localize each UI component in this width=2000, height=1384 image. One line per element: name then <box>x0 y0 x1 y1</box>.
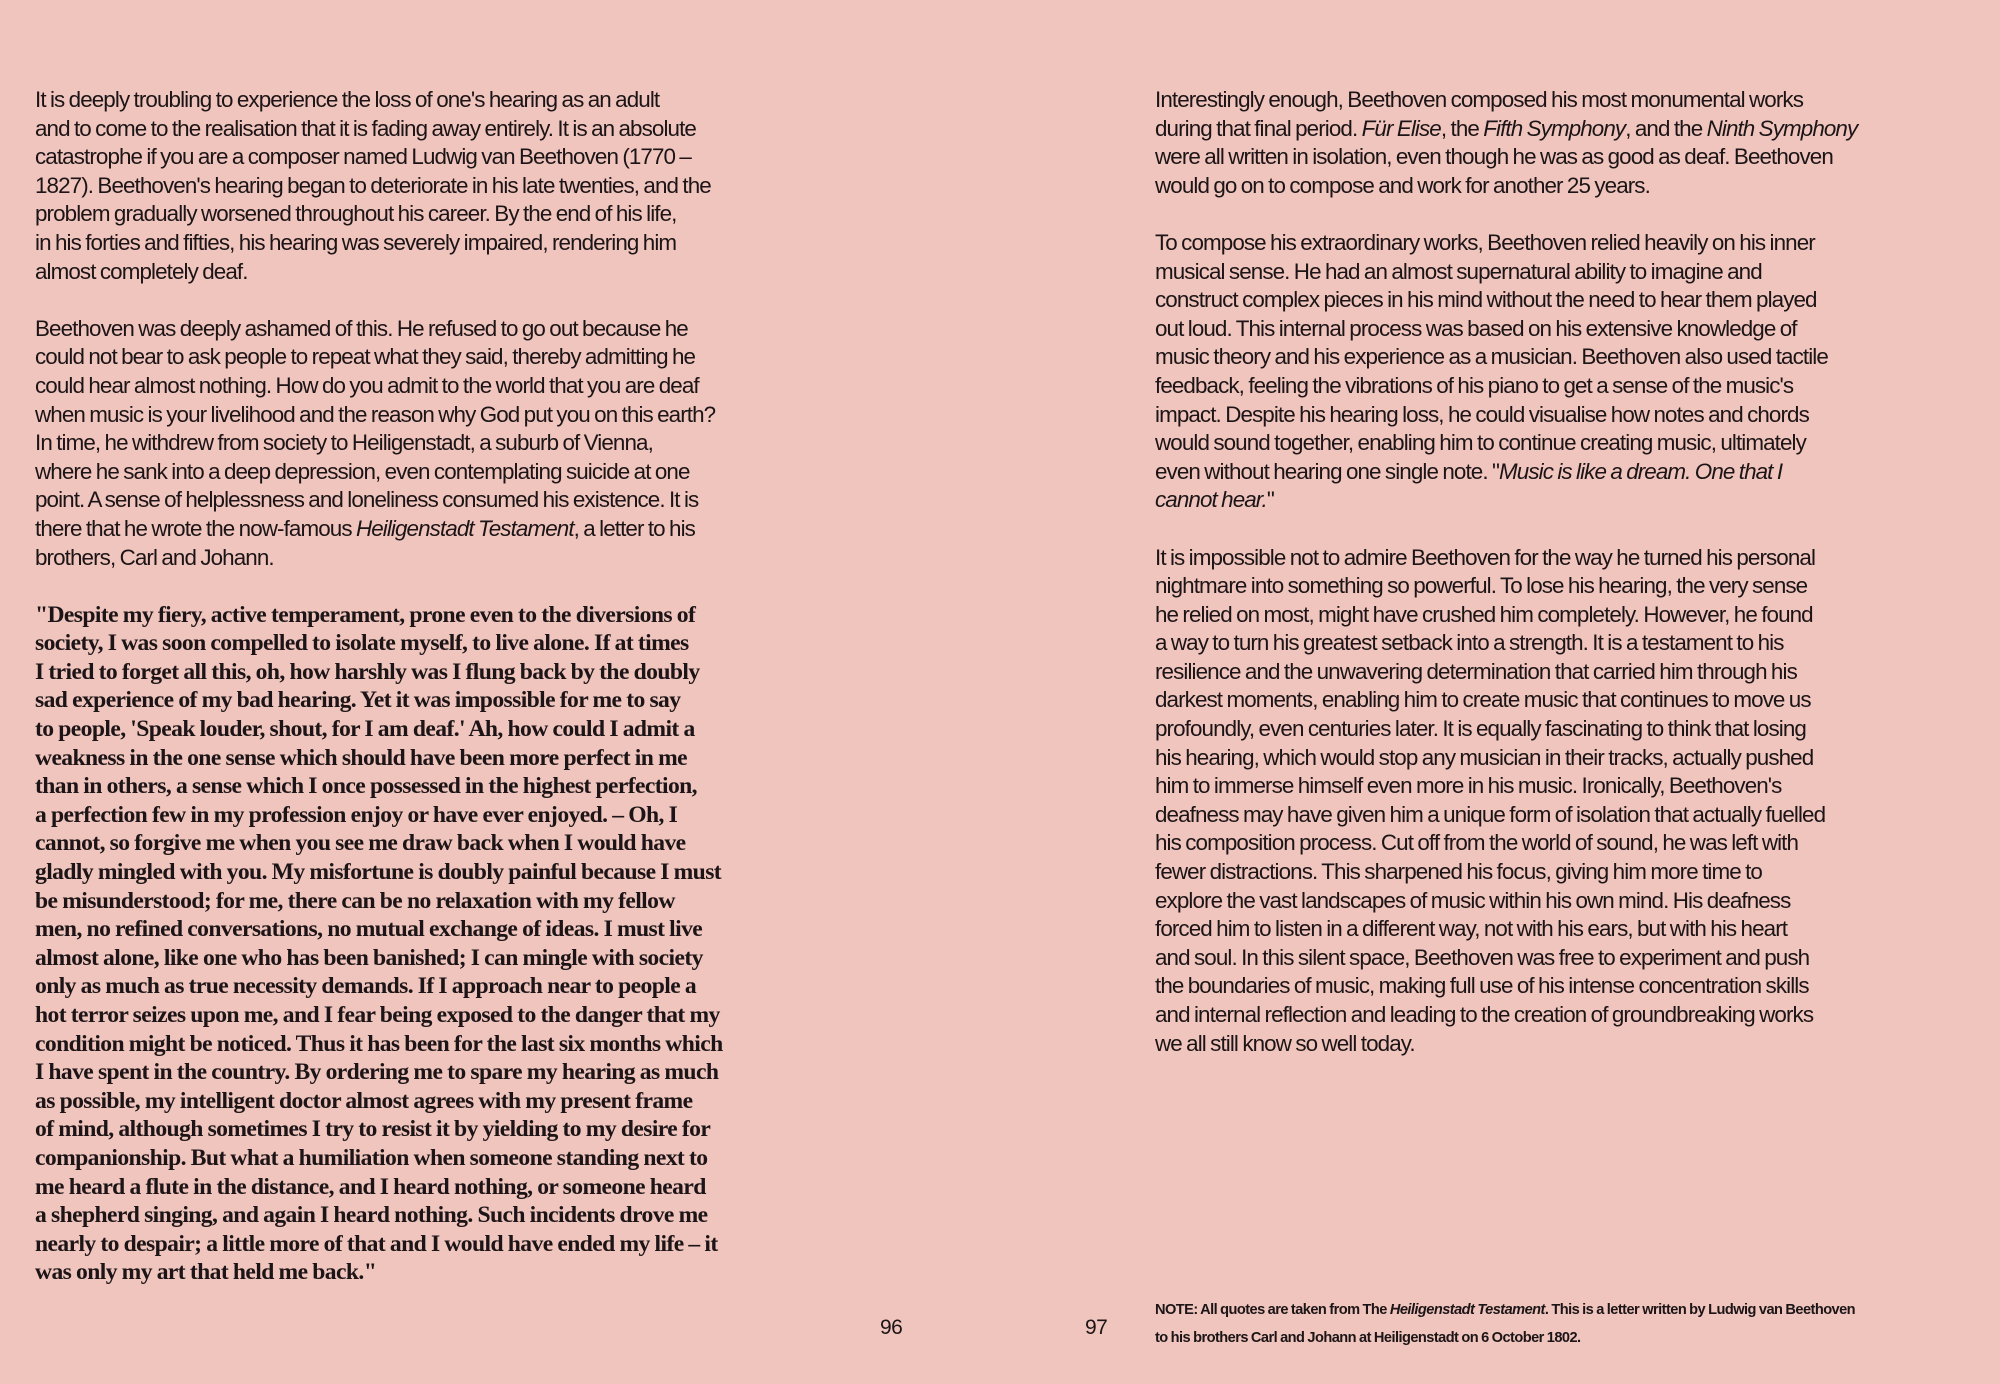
text-segment: I have spent in the country. By ordering me to spare my hearing as much <box>35 1059 719 1086</box>
body-paragraph <box>1155 86 1975 200</box>
text-segment: as possible, my intelligent doctor almost agrees with my present frame <box>35 1087 693 1114</box>
text-line <box>35 601 855 630</box>
text-segment: where he sank into a deep depression, even contemplating suicide at one <box>35 458 690 484</box>
text-segment: companionship. But what a humiliation when someone standing next to <box>35 1144 708 1171</box>
text-line <box>1155 258 1975 287</box>
text-segment: impact. Despite his hearing loss, he could visualise how notes and chords <box>1155 401 1809 427</box>
text-segment: construct complex pieces in his mind without the need to hear them played <box>1155 287 1817 313</box>
text-segment: "Despite my fiery, active temperament, prone even to the diversions of <box>35 601 696 628</box>
text-segment: To compose his extraordinary works, Beethoven relied heavily on his inner <box>1155 229 1815 255</box>
text-line <box>1155 343 1975 372</box>
text-line <box>1155 115 1975 144</box>
text-segment: sad experience of my bad hearing. Yet it was impossible for me to say <box>35 687 681 714</box>
text-segment: resilience and the unwavering determination that carried him through his <box>1155 658 1797 684</box>
text-line <box>1155 315 1975 344</box>
text-line <box>35 744 855 773</box>
text-segment: forced him to listen in a different way, not with his ears, but with his heart <box>1155 916 1788 942</box>
text-line <box>35 972 855 1001</box>
text-line <box>1155 486 1975 515</box>
body-paragraph <box>35 315 855 572</box>
text-segment: hot terror seizes upon me, and I fear being exposed to the danger that my <box>35 1002 720 1028</box>
text-line <box>35 629 855 658</box>
footnote <box>1155 1296 1975 1352</box>
text-line <box>1155 658 1975 687</box>
text-segment: we all still know so well today. <box>1155 1030 1415 1056</box>
text-segment: almost completely deaf. <box>35 258 248 284</box>
text-line <box>1155 601 1975 630</box>
text-line <box>35 401 855 430</box>
text-line <box>1155 1296 1975 1324</box>
text-line <box>1155 172 1975 201</box>
text-line <box>1155 286 1975 315</box>
text-segment: I tried to forget all this, oh, how harshly was I flung back by the doubly <box>35 658 700 685</box>
text-line <box>35 515 855 544</box>
text-segment: Interestingly enough, Beethoven composed his most monumental works <box>1155 87 1804 112</box>
text-segment: his hearing, which would stop any musician in their tracks, actually pushed <box>1155 744 1814 770</box>
text-segment: NOTE: All quotes are taken from The <box>1155 1302 1390 1318</box>
text-line <box>1155 429 1975 458</box>
text-segment: musical sense. He had an almost supernatural ability to imagine and <box>1155 258 1762 284</box>
italic-text: Heiligenstadt Testament <box>1389 1302 1545 1318</box>
text-line <box>1155 829 1975 858</box>
text-line <box>35 1030 855 1059</box>
italic-text: cannot hear. <box>1155 487 1267 513</box>
text-line <box>35 1230 855 1259</box>
text-line <box>35 1001 855 1030</box>
text-line <box>35 686 855 715</box>
text-line <box>35 172 855 201</box>
right-page <box>1000 0 2000 1384</box>
text-segment: me heard a flute in the distance, and I heard nothing, or someone heard <box>35 1173 706 1200</box>
text-segment: music theory and his experience as a musician. Beethoven also used tactile <box>1155 344 1828 370</box>
text-segment: and to come to the realisation that it is fading away entirely. It is an absolute <box>35 115 696 141</box>
text-line <box>1155 686 1975 715</box>
text-segment: could hear almost nothing. How do you admit to the world that you are deaf <box>35 372 699 398</box>
text-segment: of mind, although sometimes I try to resist it by yielding to my desire for <box>35 1116 711 1143</box>
left-page-body <box>35 86 855 1316</box>
text-segment: It is impossible not to admire Beethoven for the way he turned his personal <box>1155 544 1816 570</box>
text-line <box>1155 572 1975 601</box>
text-line <box>35 772 855 801</box>
italic-text: Music is like a dream. One that I <box>1499 458 1783 484</box>
text-line <box>35 944 855 973</box>
text-line <box>1155 458 1975 487</box>
text-segment: out loud. This internal process was based on his extensive knowledge of <box>1155 315 1797 341</box>
text-segment: a way to turn his greatest setback into a strength. It is a testament to his <box>1155 630 1784 656</box>
text-line <box>1155 1030 1975 1059</box>
text-line <box>1155 715 1975 744</box>
page-number-right: 97 <box>1085 1316 1108 1339</box>
text-line <box>1155 801 1975 830</box>
text-segment: feedback, feeling the vibrations of his piano to get a sense of the music's <box>1155 372 1794 398</box>
text-line <box>1155 143 1975 172</box>
text-segment: and soul. In this silent space, Beethoven was free to experiment and push <box>1155 944 1810 970</box>
text-line <box>1155 544 1975 573</box>
text-segment: explore the vast landscapes of music within his own mind. His deafness <box>1155 887 1791 913</box>
text-line <box>35 1115 855 1144</box>
text-line <box>1155 915 1975 944</box>
text-segment: his composition process. Cut off from the world of sound, he was left with <box>1155 830 1799 856</box>
text-segment: . This is a letter written by Ludwig van Beethoven <box>1544 1302 1856 1318</box>
text-segment: be misunderstood; for me, there can be no relaxation with my fellow <box>35 887 675 914</box>
text-segment: when music is your livelihood and the reason why God put you on this earth? <box>35 401 716 427</box>
text-segment: nightmare into something so powerful. To lose his hearing, the very sense <box>1155 573 1808 599</box>
text-segment: to his brothers Carl and Johann at Heiligenstadt on 6 October 1802. <box>1155 1330 1581 1346</box>
quote-paragraph <box>35 601 855 1287</box>
text-segment: in his forties and fifties, his hearing was severely impaired, rendering him <box>35 229 677 255</box>
text-segment: , the <box>1440 115 1484 141</box>
text-line <box>1155 858 1975 887</box>
italic-text: Fifth Symphony <box>1483 115 1626 141</box>
text-segment: " <box>1266 487 1274 513</box>
text-line <box>35 1173 855 1202</box>
text-segment: during that final period. <box>1155 115 1362 141</box>
text-line <box>35 315 855 344</box>
text-line <box>35 658 855 687</box>
text-segment: society, I was soon compelled to isolate myself, to live alone. If at times <box>35 630 689 657</box>
text-segment: cannot, so forgive me when you see me draw back when I would have <box>35 830 686 857</box>
text-segment: problem gradually worsened throughout his career. By the end of his life, <box>35 201 677 227</box>
text-line <box>1155 629 1975 658</box>
text-line <box>35 715 855 744</box>
text-line <box>35 887 855 916</box>
text-segment: than in others, a sense which I once possessed in the highest perfection, <box>35 773 697 800</box>
text-segment: were all written in isolation, even though he was as good as deaf. Beethoven <box>1155 144 1833 170</box>
text-line <box>35 200 855 229</box>
text-line <box>35 801 855 830</box>
body-paragraph <box>1155 229 1975 515</box>
text-line <box>35 229 855 258</box>
text-segment: brothers, Carl and Johann. <box>35 544 274 570</box>
text-segment: could not bear to ask people to repeat what they said, thereby admitting he <box>35 344 696 370</box>
text-line <box>1155 229 1975 258</box>
text-segment: catastrophe if you are a composer named Ludwig van Beethoven (1770 – <box>35 144 691 170</box>
text-line <box>35 143 855 172</box>
text-segment: weakness in the one sense which should have been more perfect in me <box>35 744 687 771</box>
text-line <box>35 429 855 458</box>
text-line <box>35 1144 855 1173</box>
text-line <box>35 1201 855 1230</box>
text-segment: darkest moments, enabling him to create music that continues to move us <box>1155 687 1811 713</box>
italic-text: Ninth Symphony <box>1706 115 1858 141</box>
text-segment: to people, 'Speak louder, shout, for I am deaf.' Ah, how could I admit a <box>35 716 695 743</box>
text-line <box>35 258 855 287</box>
text-segment: men, no refined conversations, no mutual exchange of ideas. I must live <box>35 916 703 943</box>
text-segment: fewer distractions. This sharpened his focus, giving him more time to <box>1155 859 1762 885</box>
text-line <box>35 1058 855 1087</box>
text-segment: , a letter to his <box>573 515 695 541</box>
text-line <box>1155 887 1975 916</box>
text-line <box>35 829 855 858</box>
text-line <box>35 544 855 573</box>
text-line <box>35 343 855 372</box>
right-page-body <box>1155 86 1975 1087</box>
text-line <box>1155 372 1975 401</box>
text-segment: would go on to compose and work for another 25 years. <box>1155 172 1650 198</box>
text-line <box>1155 744 1975 773</box>
text-segment: , and the <box>1625 115 1707 141</box>
body-paragraph <box>35 86 855 286</box>
text-line <box>1155 86 1975 115</box>
text-line <box>35 86 855 115</box>
text-segment: him to immerse himself even more in his music. Ironically, Beethoven's <box>1155 773 1782 799</box>
text-segment: only as much as true necessity demands. If I approach near to people a <box>35 973 697 1000</box>
text-segment: there that he wrote the now-famous <box>35 515 356 541</box>
text-segment: was only my art that held me back." <box>35 1259 377 1286</box>
text-segment: deafness may have given him a unique form of isolation that actually fuelled <box>1155 801 1826 827</box>
text-line <box>35 372 855 401</box>
page-number-left: 96 <box>880 1316 903 1339</box>
text-line <box>35 1087 855 1116</box>
text-line <box>35 458 855 487</box>
text-line <box>35 915 855 944</box>
text-line <box>1155 1001 1975 1030</box>
text-line <box>35 858 855 887</box>
text-segment: and internal reflection and leading to the creation of groundbreaking works <box>1155 1002 1814 1027</box>
text-segment: a perfection few in my profession enjoy or have ever enjoyed. – Oh, I <box>35 801 678 828</box>
text-segment: condition might be noticed. Thus it has been for the last six months which <box>35 1030 723 1057</box>
text-segment: would sound together, enabling him to continue creating music, ultimately <box>1155 430 1806 456</box>
text-line <box>1155 972 1975 1001</box>
text-line <box>35 1258 855 1287</box>
text-segment: almost alone, like one who has been banished; I can mingle with society <box>35 944 703 971</box>
text-segment: profoundly, even centuries later. It is equally fascinating to think that losing <box>1155 716 1806 742</box>
text-segment: gladly mingled with you. My misfortune is doubly painful because I must <box>35 859 722 886</box>
body-paragraph <box>1155 544 1975 1059</box>
text-segment: point. A sense of helplessness and loneliness consumed his existence. It is <box>35 487 699 513</box>
text-segment: In time, he withdrew from society to Heiligenstadt, a suburb of Vienna, <box>35 430 653 456</box>
text-line <box>1155 772 1975 801</box>
text-segment: a shepherd singing, and again I heard nothing. Such incidents drove me <box>35 1202 708 1229</box>
text-segment: Beethoven was deeply ashamed of this. He refused to go out because he <box>35 315 688 341</box>
text-line <box>1155 401 1975 430</box>
text-line <box>35 486 855 515</box>
italic-text: Für Elise <box>1361 115 1441 141</box>
text-segment: even without hearing one single note. " <box>1155 458 1500 484</box>
text-segment: 1827). Beethoven's hearing began to deteriorate in his late twenties, and the <box>35 172 711 198</box>
text-segment: he relied on most, might have crushed him completely. However, he found <box>1155 601 1813 627</box>
text-line <box>1155 944 1975 973</box>
text-segment: the boundaries of music, making full use of his intense concentration skills <box>1155 973 1809 999</box>
text-line <box>35 115 855 144</box>
italic-text: Heiligenstadt Testament <box>355 515 574 541</box>
text-segment: nearly to despair; a little more of that and I would have ended my life – it <box>35 1230 718 1257</box>
text-line <box>1155 1324 1975 1352</box>
text-segment: It is deeply troubling to experience the loss of one's hearing as an adult <box>35 87 660 112</box>
